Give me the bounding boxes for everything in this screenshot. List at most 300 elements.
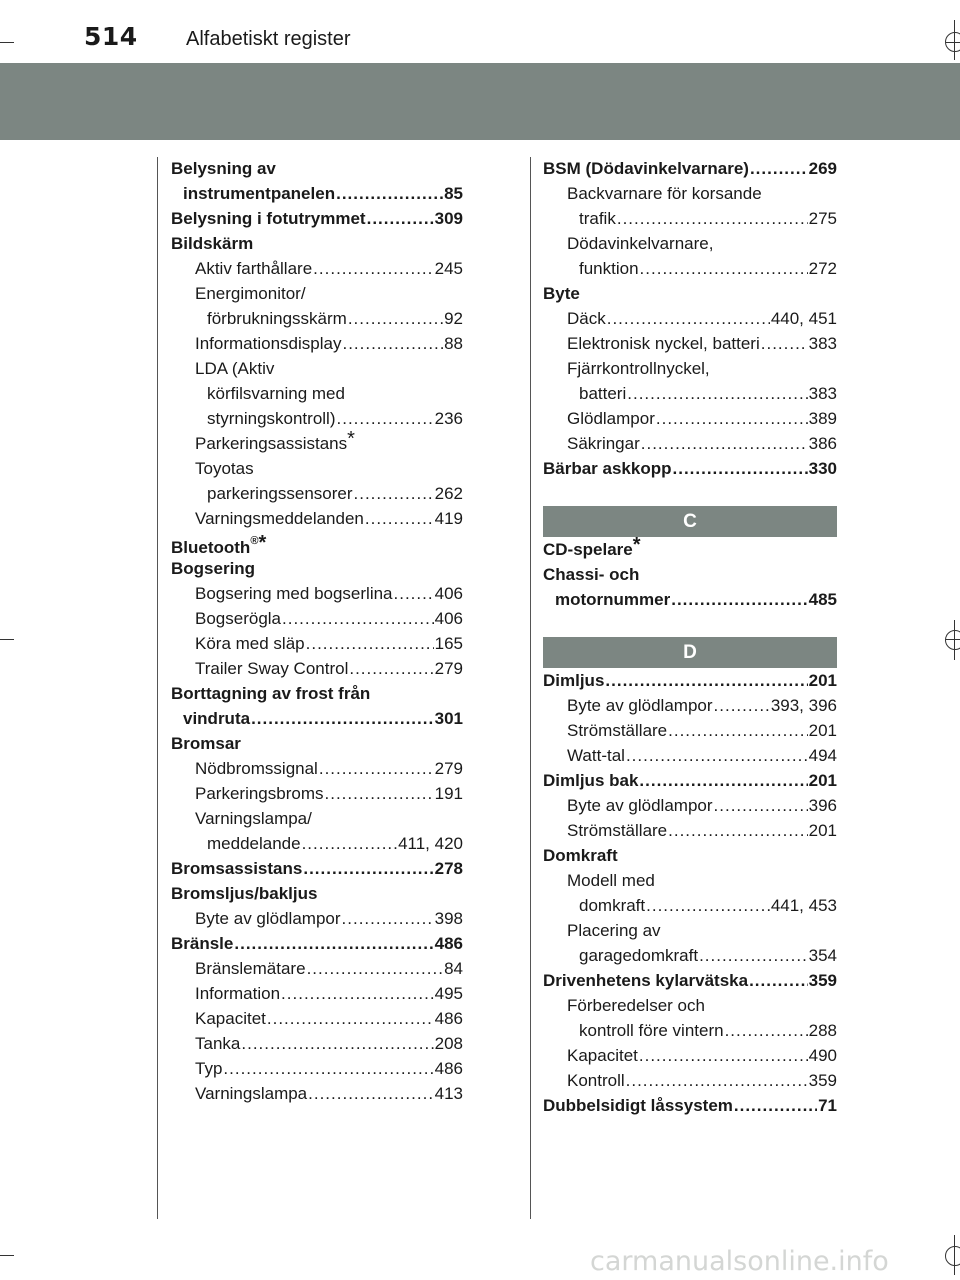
page-reference[interactable]: 165 [434, 634, 463, 653]
dot-leader [325, 781, 434, 806]
entry-term [195, 781, 324, 806]
entry-term [195, 606, 281, 631]
entry-term [567, 1068, 625, 1093]
index-entry[interactable] [543, 587, 837, 612]
page-reference[interactable]: 236 [434, 409, 463, 428]
index-entry[interactable] [543, 181, 837, 206]
dot-leader [282, 606, 434, 631]
index-entry[interactable] [171, 581, 463, 606]
index-entry[interactable] [171, 181, 463, 206]
index-entry[interactable] [543, 331, 837, 356]
entry-term-text: Energimonitor/ [195, 284, 306, 303]
entry-term-text: Typ [195, 1059, 223, 1078]
section-title: Alfabetiskt register [186, 28, 351, 50]
entry-term [171, 159, 276, 178]
index-entry[interactable] [171, 806, 463, 831]
entry-term [195, 506, 364, 531]
index-entry[interactable] [171, 781, 463, 806]
entry-term-text: Byte av glödlampor [195, 909, 341, 928]
index-entry[interactable] [171, 881, 463, 906]
entry-term [567, 234, 713, 253]
entry-term-text: Bärbar askkopp [543, 459, 672, 478]
page-reference[interactable]: 495 [434, 984, 463, 1003]
registration-mark [945, 32, 960, 52]
page-reference[interactable]: 354 [808, 946, 837, 965]
entry-term [567, 718, 667, 743]
entry-term [579, 381, 626, 406]
index-entry[interactable] [543, 406, 837, 431]
dot-leader [234, 931, 433, 956]
dot-leader [306, 631, 434, 656]
page-reference[interactable]: 279 [434, 759, 463, 778]
index-entry[interactable] [543, 993, 837, 1018]
dot-leader [641, 431, 808, 456]
entry-term-text: Placering av [567, 921, 661, 940]
index-entry[interactable] [543, 206, 837, 231]
index-entry[interactable] [171, 356, 463, 381]
entry-term-text: Säkringar [567, 434, 640, 453]
entry-term [195, 331, 341, 356]
page-reference[interactable]: 440, 451 [770, 309, 837, 328]
entry-term [171, 684, 370, 703]
entry-term-text: Strömställare [567, 821, 668, 840]
entry-term-text: Byte av glödlampor [567, 696, 713, 715]
entry-term-text: Bromsar [171, 734, 241, 753]
entry-term-text: Glödlampor [567, 409, 655, 428]
entry-term-text: Trailer Sway Control [195, 659, 349, 678]
index-entry[interactable] [543, 1018, 837, 1043]
entry-term [207, 481, 353, 506]
page-reference[interactable]: 389 [808, 409, 837, 428]
page-reference[interactable]: 398 [434, 909, 463, 928]
entry-term-text: Bränsle [171, 934, 234, 953]
entry-term [567, 306, 606, 331]
dot-leader [671, 587, 807, 612]
entry-term [195, 1056, 222, 1081]
index-entry[interactable] [171, 406, 463, 431]
spacer [543, 612, 837, 637]
entry-term-text: Köra med släp [195, 634, 305, 653]
page-reference[interactable]: 191 [434, 784, 463, 803]
index-entry[interactable] [543, 718, 837, 743]
page-reference[interactable]: 396 [808, 796, 837, 815]
index-entry[interactable] [171, 1031, 463, 1056]
entry-term-text: Förberedelser och [567, 996, 705, 1015]
crop-mark [0, 42, 14, 43]
index-entry[interactable] [171, 606, 463, 631]
entry-term-text: Drivenhetens kylarvätska [543, 971, 749, 990]
dot-leader [223, 1056, 433, 1081]
dot-leader [639, 1043, 808, 1068]
entry-term [579, 1018, 724, 1043]
page-reference[interactable]: 411, 420 [398, 834, 463, 853]
index-entry[interactable] [543, 693, 837, 718]
entry-term-text: batteri [579, 384, 627, 403]
entry-term-text: Dödavinkelvarnare, [567, 234, 714, 253]
entry-term-text: Bränslemätare [195, 959, 306, 978]
entry-term [207, 406, 336, 431]
dot-leader [646, 893, 770, 918]
entry-term [195, 428, 355, 453]
entry-term-text: Varningslampa/ [195, 809, 312, 828]
entry-term [195, 359, 274, 378]
page-reference[interactable]: 393, 396 [770, 696, 837, 715]
entry-term [543, 1093, 733, 1118]
page-reference[interactable]: 485 [808, 590, 837, 609]
entry-term-text: Fjärrkontrollnyckel, [567, 359, 710, 378]
entry-term-text: instrumentpanelen [183, 184, 336, 203]
page-reference[interactable]: 288 [808, 1021, 837, 1040]
page-reference[interactable]: 85 [444, 184, 463, 203]
entry-term [567, 871, 655, 890]
entry-term [543, 968, 748, 993]
index-entry[interactable] [171, 556, 463, 581]
dot-leader [626, 743, 808, 768]
asterisk-marker: * [632, 534, 641, 556]
dot-leader [627, 381, 807, 406]
entry-term [171, 734, 241, 753]
entry-term-text: Byte av glödlampor [567, 796, 713, 815]
entry-term [567, 359, 710, 378]
dot-leader [319, 756, 434, 781]
entry-term-text: körfilsvarning med [207, 384, 345, 403]
entry-term-text: Elektronisk nyckel, batteri [567, 334, 760, 353]
entry-term-text: Parkeringsbroms [195, 784, 324, 803]
dot-leader [656, 406, 808, 431]
dot-leader [348, 306, 443, 331]
dot-leader [734, 1093, 817, 1118]
index-entry[interactable] [543, 793, 837, 818]
index-entry[interactable] [171, 831, 463, 856]
entry-term-text: Kontroll [567, 1071, 625, 1090]
index-entry[interactable] [171, 706, 463, 731]
page-number: 514 [84, 22, 138, 51]
index-entry[interactable] [543, 893, 837, 918]
page-reference[interactable]: 359 [808, 971, 837, 990]
entry-term [567, 184, 762, 203]
dot-leader [267, 1006, 434, 1031]
page-reference[interactable]: 406 [434, 584, 463, 603]
index-entry[interactable] [543, 968, 837, 993]
index-entry[interactable] [171, 1006, 463, 1031]
entry-term [567, 996, 705, 1015]
index-entry[interactable] [543, 281, 837, 306]
entry-term [207, 384, 345, 403]
index-entry[interactable] [171, 1056, 463, 1081]
index-entry[interactable] [171, 506, 463, 531]
dot-leader [349, 656, 433, 681]
dot-leader [281, 981, 434, 1006]
dot-leader [365, 506, 434, 531]
entry-term-text: vindruta [183, 709, 251, 728]
entry-term [171, 559, 255, 578]
index-entry[interactable] [543, 431, 837, 456]
index-entry[interactable] [543, 943, 837, 968]
entry-term-text: trafik [579, 209, 616, 228]
index-entry[interactable] [543, 534, 837, 562]
page-reference[interactable]: 88 [444, 334, 463, 353]
page-reference[interactable]: 386 [808, 434, 837, 453]
page-reference[interactable]: 359 [808, 1071, 837, 1090]
entry-term-text: Dimljus [543, 671, 605, 690]
entry-term-text: Bildskärm [171, 234, 254, 253]
page-reference[interactable]: 84 [444, 959, 463, 978]
index-entry[interactable] [543, 381, 837, 406]
entry-term-text: Bogsering [171, 559, 256, 578]
entry-term [579, 893, 645, 918]
index-entry[interactable] [543, 1093, 837, 1118]
entry-term-text: BSM (Dödavinkelvarnare) [543, 159, 749, 178]
index-entry[interactable] [171, 481, 463, 506]
page-reference[interactable]: 262 [434, 484, 463, 503]
index-entry[interactable] [171, 731, 463, 756]
index-entry[interactable] [543, 868, 837, 893]
index-entry[interactable] [171, 1081, 463, 1106]
index-entry[interactable] [543, 668, 837, 693]
entry-term [543, 284, 580, 303]
entry-term-text: Kapacitet [567, 1046, 638, 1065]
dot-leader [668, 818, 807, 843]
index-entry[interactable] [543, 256, 837, 281]
entry-term [567, 406, 655, 431]
entry-term-text: domkraft [579, 896, 646, 915]
page-reference[interactable]: 71 [818, 1096, 837, 1115]
entry-term [195, 809, 312, 828]
index-column-right [543, 156, 837, 1118]
index-entry[interactable] [171, 206, 463, 231]
entry-term [567, 793, 713, 818]
entry-term-text: Belysning av [171, 159, 276, 178]
entry-term-text: Backvarnare för korsande [567, 184, 762, 203]
entry-term [555, 587, 670, 612]
dot-leader [725, 1018, 808, 1043]
dot-leader [307, 956, 444, 981]
entry-term [171, 206, 366, 231]
entry-term-text: Bromsassistans [171, 859, 303, 878]
entry-term [567, 1043, 638, 1068]
dot-leader [241, 1031, 433, 1056]
entry-term [171, 931, 233, 956]
page-header [0, 0, 960, 63]
page-reference[interactable]: 301 [434, 709, 463, 728]
registration-mark [945, 1246, 960, 1266]
entry-term-text: CD-spelare [543, 540, 633, 559]
dot-leader [394, 581, 434, 606]
index-entry[interactable] [171, 428, 463, 456]
entry-term [195, 284, 306, 303]
entry-term [195, 956, 306, 981]
page-reference[interactable]: 383 [808, 384, 837, 403]
index-column-left [171, 156, 463, 1106]
entry-term [207, 831, 301, 856]
dot-leader [626, 1068, 808, 1093]
index-entry[interactable] [171, 906, 463, 931]
entry-term-text: Bromsljus/bakljus [171, 884, 318, 903]
page-reference[interactable]: 201 [808, 821, 837, 840]
asterisk-marker: * [347, 428, 355, 450]
entry-term-text: Däck [567, 309, 606, 328]
page-reference[interactable]: 201 [808, 771, 837, 790]
dot-leader [673, 456, 808, 481]
entry-term [195, 981, 280, 1006]
index-entry[interactable] [543, 356, 837, 381]
dot-leader [714, 693, 770, 718]
index-entry[interactable] [543, 768, 837, 793]
entry-term [567, 431, 640, 456]
index-entry[interactable] [171, 531, 463, 556]
dot-leader [303, 856, 433, 881]
index-entry[interactable] [543, 1043, 837, 1068]
letter-header: D [543, 637, 837, 668]
page-reference[interactable]: 330 [808, 459, 837, 478]
page-reference[interactable]: 406 [434, 609, 463, 628]
entry-term-text: Bogserögla [195, 609, 282, 628]
dot-leader [699, 943, 808, 968]
entry-term-text: Kapacitet [195, 1009, 266, 1028]
index-entry[interactable] [171, 956, 463, 981]
entry-term-text: Bluetooth [171, 537, 251, 557]
index-entry[interactable] [543, 231, 837, 256]
entry-term [171, 531, 267, 557]
dot-leader [342, 906, 434, 931]
index-entry[interactable] [171, 231, 463, 256]
index-entry[interactable] [171, 306, 463, 331]
entry-term-text: kontroll före vintern [579, 1021, 724, 1040]
entry-term-text: meddelande [207, 834, 301, 853]
entry-term [195, 906, 341, 931]
entry-term-text: Information [195, 984, 281, 1003]
index-entry[interactable] [171, 256, 463, 281]
entry-term-text: Aktiv farthållare [195, 259, 313, 278]
entry-term [195, 1031, 240, 1056]
entry-term-text: Dimljus bak [543, 771, 639, 790]
dot-leader [750, 156, 808, 181]
index-entry[interactable] [171, 856, 463, 881]
index-entry[interactable] [171, 331, 463, 356]
entry-term [207, 306, 347, 331]
entry-term [543, 156, 749, 181]
letter-header: C [543, 506, 837, 537]
index-entry[interactable] [171, 381, 463, 406]
index-entry[interactable] [543, 156, 837, 181]
page-reference[interactable]: 208 [434, 1034, 463, 1053]
page-reference[interactable]: 441, 453 [770, 896, 837, 915]
index-entry[interactable] [171, 681, 463, 706]
index-entry[interactable] [543, 1068, 837, 1093]
entry-term [183, 181, 335, 206]
index-entry[interactable] [171, 156, 463, 181]
index-entry[interactable] [543, 456, 837, 481]
index-entry[interactable] [171, 656, 463, 681]
page-reference[interactable]: 486 [434, 1059, 463, 1078]
dot-leader [354, 481, 434, 506]
entry-term [195, 1081, 307, 1106]
index-entry[interactable] [543, 843, 837, 868]
index-entry[interactable] [543, 818, 837, 843]
page-reference[interactable]: 245 [434, 259, 463, 278]
page-reference[interactable]: 486 [434, 934, 463, 953]
page-reference[interactable]: 275 [808, 209, 837, 228]
page-reference[interactable]: 201 [808, 671, 837, 690]
page-reference[interactable]: 413 [434, 1084, 463, 1103]
entry-term [195, 581, 393, 606]
index-entry[interactable] [543, 306, 837, 331]
index-entry[interactable] [171, 456, 463, 481]
entry-term-text: Toyotas [195, 459, 254, 478]
index-entry[interactable] [171, 981, 463, 1006]
entry-term [195, 459, 254, 478]
entry-term [543, 565, 639, 584]
index-entry[interactable] [543, 918, 837, 943]
page-reference[interactable]: 278 [434, 859, 463, 878]
entry-term-text: Parkeringsassistans [195, 434, 348, 453]
entry-term-text: förbrukningsskärm [207, 309, 347, 328]
index-entry[interactable] [171, 756, 463, 781]
entry-term [543, 668, 604, 693]
entry-term-text: LDA (Aktiv [195, 359, 275, 378]
crop-mark [0, 1255, 14, 1256]
index-entry[interactable] [543, 743, 837, 768]
page-reference[interactable]: 272 [808, 259, 837, 278]
page-reference[interactable]: 494 [808, 746, 837, 765]
page-reference[interactable]: 269 [808, 159, 837, 178]
entry-term [567, 743, 625, 768]
dot-leader [617, 206, 808, 231]
entry-term [195, 631, 305, 656]
header-band [0, 63, 960, 140]
dot-leader [336, 181, 443, 206]
page-reference[interactable]: 419 [434, 509, 463, 528]
entry-term-text: Byte [543, 284, 580, 303]
page-reference[interactable]: 201 [808, 721, 837, 740]
dot-leader [251, 706, 434, 731]
page-reference[interactable]: 486 [434, 1009, 463, 1028]
registered-mark: ® [250, 535, 259, 547]
entry-term [579, 943, 698, 968]
page-reference[interactable]: 279 [434, 659, 463, 678]
page-reference[interactable]: 490 [808, 1046, 837, 1065]
entry-term [195, 256, 312, 281]
entry-term [195, 756, 318, 781]
entry-term [567, 693, 713, 718]
dot-leader [367, 206, 434, 231]
entry-term-text: parkeringssensorer [207, 484, 353, 503]
entry-term [183, 706, 250, 731]
column-divider-left [157, 157, 158, 1219]
spacer [543, 481, 837, 506]
entry-term [543, 768, 638, 793]
page-reference[interactable]: 309 [434, 209, 463, 228]
registration-mark [945, 630, 960, 650]
entry-term-text: Modell med [567, 871, 655, 890]
entry-term-text: Domkraft [543, 846, 618, 865]
watermark: carmanualsonline.info [590, 1246, 889, 1277]
entry-term [543, 456, 672, 481]
page-reference[interactable]: 92 [444, 309, 463, 328]
index-entry[interactable] [171, 281, 463, 306]
index-entry[interactable] [171, 931, 463, 956]
entry-term-text: Strömställare [567, 721, 668, 740]
page-reference[interactable]: 383 [808, 334, 837, 353]
dot-leader [342, 331, 443, 356]
entry-term-text: Chassi- och [543, 565, 640, 584]
entry-term-text: Belysning i fotutrymmet [171, 209, 366, 228]
index-entry[interactable] [171, 631, 463, 656]
entry-term [543, 534, 641, 559]
entry-term-text: Tanka [195, 1034, 241, 1053]
index-entry[interactable] [543, 562, 837, 587]
entry-term-text: funktion [579, 259, 639, 278]
